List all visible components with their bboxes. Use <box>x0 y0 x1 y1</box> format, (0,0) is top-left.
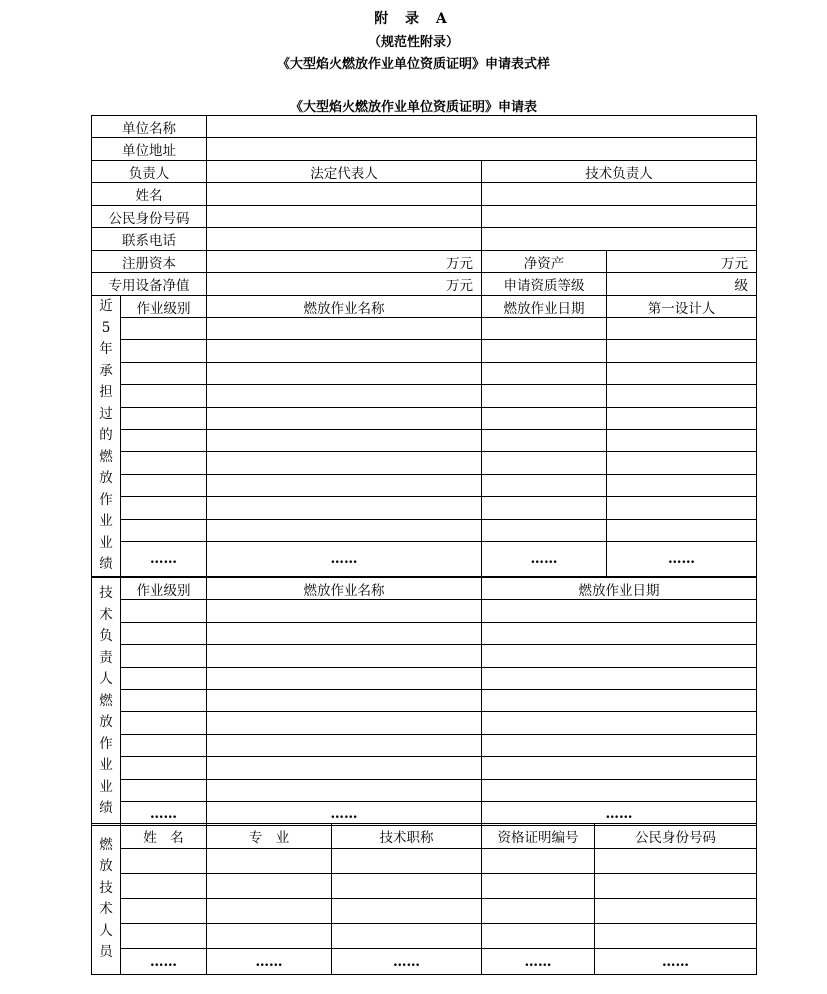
table-row <box>92 600 757 623</box>
equip-value-field[interactable] <box>207 273 482 296</box>
perf-cell[interactable] <box>121 497 207 520</box>
net-assets-field[interactable] <box>607 251 757 273</box>
perf-cell[interactable] <box>121 385 207 408</box>
apply-level-label: 申请资质等级 <box>482 273 607 296</box>
tech-lead-phone-field[interactable] <box>482 228 757 251</box>
tech-perf-header-level: 作业级别 <box>121 578 207 600</box>
perf-cell[interactable] <box>207 430 482 452</box>
perf-header-name: 燃放作业名称 <box>207 296 482 318</box>
net-assets-label: 净资产 <box>482 251 607 273</box>
tech-lead-name-field[interactable] <box>482 183 757 206</box>
table-row <box>92 273 757 296</box>
perf-cell[interactable] <box>207 385 482 408</box>
perf-cell[interactable] <box>607 475 757 497</box>
tech-perf-cell[interactable] <box>207 757 482 780</box>
staff-side-label: 燃 放 技 术 人 员 <box>92 824 121 975</box>
perf-cell[interactable] <box>121 408 207 430</box>
table-row <box>92 430 757 452</box>
perf-header-date: 燃放作业日期 <box>482 296 607 318</box>
tech-perf-cell[interactable] <box>482 668 757 690</box>
tech-perf-cell[interactable] <box>121 780 207 802</box>
legal-rep-header: 法定代表人 <box>207 161 482 183</box>
tech-perf-ellipsis: …… <box>482 802 757 826</box>
table-row <box>92 296 757 318</box>
staff-cell[interactable] <box>482 874 595 899</box>
table-row <box>92 206 757 228</box>
perf-side-label: 近 5 年 承 担 过 的 燃 放 作 业 业 绩 <box>92 296 121 577</box>
tech-perf-cell[interactable] <box>207 735 482 757</box>
staff-cell[interactable] <box>482 899 595 924</box>
perf-cell[interactable] <box>607 340 757 363</box>
perf-ellipsis: …… <box>207 542 482 577</box>
staff-cell[interactable] <box>482 924 595 949</box>
table-row <box>92 924 757 949</box>
table-row <box>92 542 757 577</box>
tech-perf-cell[interactable] <box>121 623 207 645</box>
unit-wanyuan: 万元 <box>446 278 473 294</box>
tech-perf-cell[interactable] <box>121 735 207 757</box>
perf-cell[interactable] <box>607 430 757 452</box>
staff-cell[interactable] <box>332 849 482 874</box>
table-row <box>92 757 757 780</box>
staff-cell[interactable] <box>121 874 207 899</box>
table-row <box>92 475 757 497</box>
table-row <box>92 668 757 690</box>
unit-address-label: 单位地址 <box>92 138 207 161</box>
tech-perf-cell[interactable] <box>482 623 757 645</box>
appendix-heading: 附 录 A <box>374 11 453 27</box>
perf-cell[interactable] <box>207 363 482 385</box>
tech-perf-cell[interactable] <box>207 623 482 645</box>
table-row <box>92 824 757 849</box>
staff-ellipsis: …… <box>332 949 482 975</box>
name-label: 姓名 <box>92 183 207 206</box>
perf-cell[interactable] <box>207 340 482 363</box>
tech-perf-ellipsis: …… <box>207 802 482 826</box>
tech-perf-cell[interactable] <box>121 645 207 668</box>
perf-cell[interactable] <box>607 497 757 520</box>
staff-cell[interactable] <box>207 874 332 899</box>
staff-ellipsis: …… <box>121 949 207 975</box>
staff-cell[interactable] <box>332 874 482 899</box>
table-row <box>92 138 757 161</box>
apply-level-field[interactable] <box>607 273 757 296</box>
table-row <box>92 161 757 183</box>
perf-cell[interactable] <box>121 430 207 452</box>
reg-capital-field[interactable] <box>207 251 482 273</box>
tech-perf-cell[interactable] <box>207 668 482 690</box>
staff-ellipsis: …… <box>595 949 757 975</box>
staff-header-cert-no: 资格证明编号 <box>482 824 595 849</box>
unit-wanyuan: 万元 <box>721 255 748 272</box>
responsible-label: 负责人 <box>92 161 207 183</box>
staff-cell[interactable] <box>482 849 595 874</box>
perf-ellipsis: …… <box>121 542 207 577</box>
unit-name-label: 单位名称 <box>92 116 207 138</box>
perf-cell[interactable] <box>121 452 207 475</box>
basic-info-table <box>91 115 757 577</box>
table-row <box>92 780 757 802</box>
staff-header-id: 公民身份号码 <box>595 824 757 849</box>
staff-cell[interactable] <box>207 849 332 874</box>
tech-perf-cell[interactable] <box>482 600 757 623</box>
tech-perf-side-label: 技 术 负 责 人 燃 放 作 业 业 绩 <box>92 578 121 826</box>
staff-cell[interactable] <box>207 924 332 949</box>
legal-rep-name-field[interactable] <box>207 183 482 206</box>
perf-cell[interactable] <box>482 385 607 408</box>
perf-cell[interactable] <box>482 497 607 520</box>
table-row <box>92 949 757 975</box>
unit-name-field[interactable] <box>207 116 757 138</box>
tech-lead-id-field[interactable] <box>482 206 757 228</box>
perf-cell[interactable] <box>607 363 757 385</box>
legal-rep-phone-field[interactable] <box>207 228 482 251</box>
tech-perf-header-date: 燃放作业日期 <box>482 578 757 600</box>
perf-cell[interactable] <box>207 497 482 520</box>
tech-perf-cell[interactable] <box>121 757 207 780</box>
staff-cell[interactable] <box>595 924 757 949</box>
perf-cell[interactable] <box>207 475 482 497</box>
tech-perf-cell[interactable] <box>207 780 482 802</box>
tech-perf-cell[interactable] <box>121 668 207 690</box>
table-row <box>92 645 757 668</box>
staff-header-name: 姓 名 <box>121 824 207 849</box>
perf-cell[interactable] <box>121 363 207 385</box>
tech-perf-cell[interactable] <box>482 780 757 802</box>
tech-perf-cell[interactable] <box>207 600 482 623</box>
unit-wanyuan: 万元 <box>446 255 473 272</box>
staff-cell[interactable] <box>121 924 207 949</box>
table-row <box>92 318 757 340</box>
perf-cell[interactable] <box>482 363 607 385</box>
perf-cell[interactable] <box>482 430 607 452</box>
table-row <box>92 735 757 757</box>
table-row <box>92 802 757 826</box>
table-row <box>92 497 757 520</box>
table-row <box>92 520 757 542</box>
tech-perf-cell[interactable] <box>207 690 482 712</box>
perf-cell[interactable] <box>607 408 757 430</box>
normative-label: （规范性附录） <box>367 35 459 50</box>
tech-perf-cell[interactable] <box>482 690 757 712</box>
staff-ellipsis: …… <box>482 949 595 975</box>
perf-cell[interactable] <box>482 340 607 363</box>
tech-perf-cell[interactable] <box>121 690 207 712</box>
tech-staff-table <box>91 823 757 975</box>
table-row <box>92 363 757 385</box>
staff-cell[interactable] <box>121 849 207 874</box>
perf-cell[interactable] <box>482 318 607 340</box>
perf-cell[interactable] <box>482 452 607 475</box>
perf-cell[interactable] <box>607 520 757 542</box>
tech-lead-performance-table <box>91 577 757 826</box>
staff-ellipsis: …… <box>207 949 332 975</box>
staff-header-title: 技术职称 <box>332 824 482 849</box>
tech-perf-ellipsis: …… <box>121 802 207 826</box>
perf-cell[interactable] <box>482 408 607 430</box>
tech-perf-cell[interactable] <box>121 712 207 735</box>
perf-cell[interactable] <box>482 520 607 542</box>
appendix-subtitle: 《大型焰火燃放作业单位资质证明》申请表式样 <box>276 57 550 72</box>
legal-rep-id-field[interactable] <box>207 206 482 228</box>
table-row <box>92 899 757 924</box>
staff-header-major: 专 业 <box>207 824 332 849</box>
staff-cell[interactable] <box>332 899 482 924</box>
unit-address-field[interactable] <box>207 138 757 161</box>
tech-perf-cell[interactable] <box>121 600 207 623</box>
staff-cell[interactable] <box>595 899 757 924</box>
staff-cell[interactable] <box>207 899 332 924</box>
perf-ellipsis: …… <box>482 542 607 577</box>
perf-cell[interactable] <box>207 452 482 475</box>
perf-ellipsis: …… <box>607 542 757 577</box>
staff-cell[interactable] <box>595 874 757 899</box>
table-row <box>92 228 757 251</box>
tech-perf-cell[interactable] <box>482 735 757 757</box>
table-row <box>92 251 757 273</box>
staff-cell[interactable] <box>121 899 207 924</box>
staff-cell[interactable] <box>332 924 482 949</box>
phone-label: 联系电话 <box>92 228 207 251</box>
table-row <box>92 385 757 408</box>
table-row <box>92 623 757 645</box>
tech-perf-cell[interactable] <box>482 712 757 735</box>
table-row <box>92 408 757 430</box>
tech-perf-cell[interactable] <box>482 645 757 668</box>
tech-perf-header-name: 燃放作业名称 <box>207 578 482 600</box>
perf-header-designer: 第一设计人 <box>607 296 757 318</box>
perf-cell[interactable] <box>207 520 482 542</box>
perf-header-level: 作业级别 <box>121 296 207 318</box>
perf-cell[interactable] <box>121 340 207 363</box>
table-row <box>92 183 757 206</box>
tech-lead-header: 技术负责人 <box>482 161 757 183</box>
perf-cell[interactable] <box>607 452 757 475</box>
table-row <box>92 690 757 712</box>
table-row <box>92 340 757 363</box>
tech-perf-cell[interactable] <box>207 645 482 668</box>
staff-cell[interactable] <box>595 849 757 874</box>
unit-level: 级 <box>734 278 748 294</box>
table-row <box>92 849 757 874</box>
reg-capital-label: 注册资本 <box>92 251 207 273</box>
table-row <box>92 712 757 735</box>
perf-cell[interactable] <box>121 318 207 340</box>
perf-cell[interactable] <box>607 385 757 408</box>
table-row <box>92 578 757 600</box>
table-row <box>92 874 757 899</box>
form-title: 《大型焰火燃放作业单位资质证明》申请表 <box>289 100 537 115</box>
tech-perf-cell[interactable] <box>482 757 757 780</box>
perf-cell[interactable] <box>121 520 207 542</box>
perf-cell[interactable] <box>607 318 757 340</box>
table-row <box>92 116 757 138</box>
perf-cell[interactable] <box>207 408 482 430</box>
table-row <box>92 452 757 475</box>
id-number-label: 公民身份号码 <box>92 206 207 228</box>
perf-cell[interactable] <box>121 475 207 497</box>
perf-cell[interactable] <box>482 475 607 497</box>
tech-perf-cell[interactable] <box>207 712 482 735</box>
perf-cell[interactable] <box>207 318 482 340</box>
equip-value-label: 专用设备净值 <box>92 273 207 296</box>
